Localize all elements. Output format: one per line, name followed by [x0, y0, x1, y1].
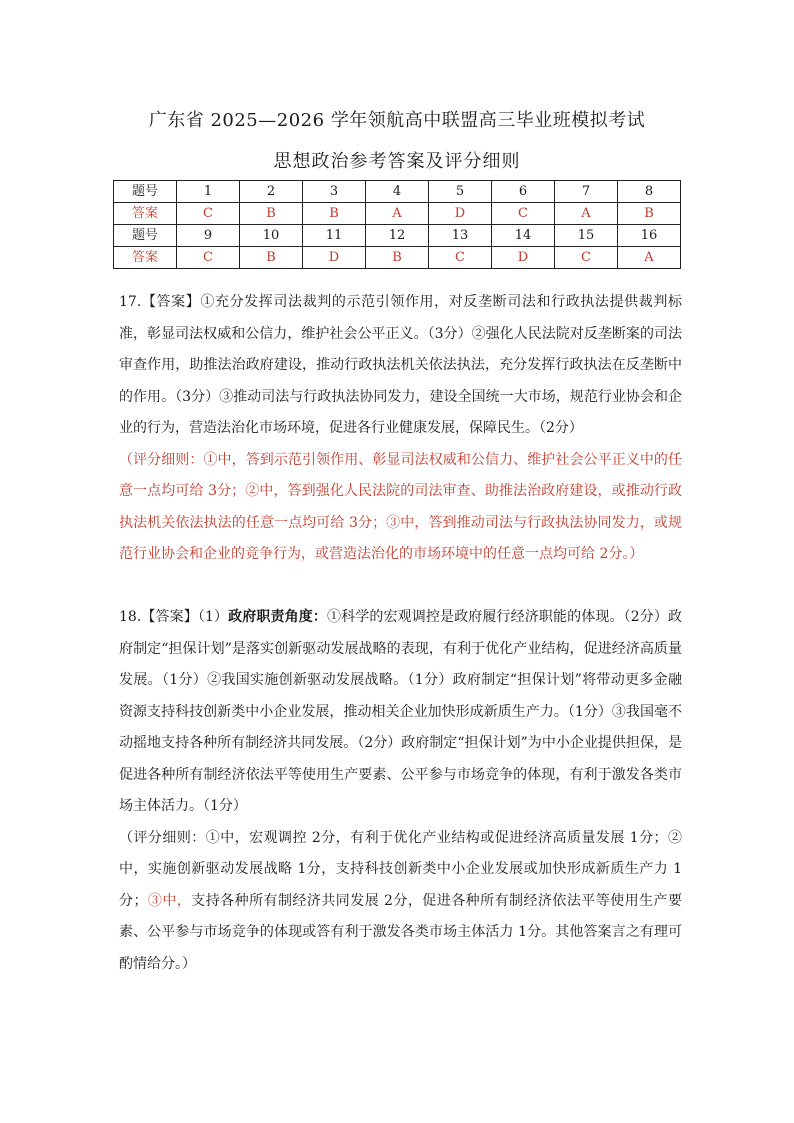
q17-answer: ①充分发挥司法裁判的示范引领作用，对反垄断司法和行政执法提供裁判标准，彰显司法权威和公信力，维护社会公平正义。（3分）②强化人民法院对反垄断案的司法审查作用，助推法治政府建设，推动行政执法机关依法执法，充分发挥行政执法在反垄断中的作用。（3分）③推动司法与行政执法协同发力，建设全国统一大市场，规范行业协会和企业的行为，营造法治化市场环境，促进各行业健康发展，保障民生。（2分）: [119, 294, 683, 436]
answer-cell: D: [303, 247, 366, 269]
q18-rubric-part3: 支持各种所有制经济共同发展 2分，促进各种所有制经济依法平等使用生产要素、公平参与市场竞争的体现或答有利于激发各类市场主体活力 1分。其他答案言之有理可酌情给分。）: [119, 892, 683, 972]
page-title: 广东省 2025—2026 学年领航高中联盟高三毕业班模拟考试: [148, 110, 646, 131]
question-number-cell: 11: [303, 225, 366, 247]
answer-cell: A: [618, 247, 681, 269]
q18-part: （1）: [197, 609, 229, 625]
question-number-cell: 14: [492, 225, 555, 247]
q18-prefix: 18.【答案】: [119, 609, 198, 625]
question-17: [119, 287, 682, 571]
q18-heading: 政府职责角度：: [228, 609, 328, 625]
answer-cell: A: [366, 203, 429, 225]
answer-cell: B: [240, 203, 303, 225]
answer-cell: B: [303, 203, 366, 225]
page-subtitle: 思想政治参考答案及评分细则: [273, 151, 521, 172]
row-label: 题号: [114, 225, 177, 247]
question-18: [119, 602, 682, 980]
q17-prefix: 17.【答案】: [119, 294, 201, 310]
answer-cell: D: [429, 203, 492, 225]
row-label: 答案: [114, 247, 177, 269]
question-number-cell: 15: [555, 225, 618, 247]
answer-cell: B: [618, 203, 681, 225]
question-number-cell: 16: [618, 225, 681, 247]
question-number-cell: 3: [303, 181, 366, 203]
question-number-cell: 2: [240, 181, 303, 203]
question-number-cell: 7: [555, 181, 618, 203]
answer-cell: B: [240, 247, 303, 269]
answer-cell: A: [555, 203, 618, 225]
q18-rubric-part2: ③中，: [147, 892, 192, 909]
answer-cell: C: [177, 203, 240, 225]
question-number-cell: 5: [429, 181, 492, 203]
question-number-cell: 12: [366, 225, 429, 247]
answer-cell: C: [555, 247, 618, 269]
table-row: [114, 203, 681, 225]
question-number-cell: 10: [240, 225, 303, 247]
answer-cell: C: [177, 247, 240, 269]
row-label: 题号: [114, 181, 177, 203]
question-number-cell: 4: [366, 181, 429, 203]
q17-rubric: （评分细则：①中，答到示范引领作用、彰显司法权威和公信力、维护社会公平正义中的任意一点均可给 3分；②中，答到强化人民法院的司法审查、助推法治政府建设，或推动行政执法机关依法执法的任意一点均可给 3分；③中，答到推动司法与行政执法协同发力，或规范行业协会和企业的竞争行为，或营造法治化的市场环境中的任意一点均可给 2分。）: [119, 451, 682, 562]
row-label: 答案: [114, 203, 177, 225]
question-number-cell: 1: [177, 181, 240, 203]
answer-cell: B: [366, 247, 429, 269]
table-row: [114, 181, 681, 203]
table-row: [114, 225, 681, 247]
answer-cell: D: [492, 247, 555, 269]
table-row: [114, 247, 681, 269]
question-number-cell: 9: [177, 225, 240, 247]
q18-answer: ①科学的宏观调控是政府履行经济职能的体现。（2分）政府制定“担保计划”是落实创新驱动发展战略的表现，有利于优化产业结构，促进经济高质量发展。（1分）②我国实施创新驱动发展战略。（1分）政府制定“担保计划”将带动更多金融资源支持科技创新类中小企业发展，推动相关企业加快形成新质生产力。（1分）③我国毫不动摇地支持各种所有制经济共同发展。（2分）政府制定“担保计划”为中小企业提供担保，是促进各种所有制经济依法平等使用生产要素、公平参与市场竞争的体现，有利于激发各类市场主体活力。（1分）: [119, 609, 683, 814]
question-number-cell: 6: [492, 181, 555, 203]
answer-cell: C: [429, 247, 492, 269]
q18-rubric-part1: （评分细则：①中，宏观调控 2分，有利于优化产业结构或促进经济高质量发展 1分；②中，实施创新驱动发展战略 1分，支持科技创新类中小企业发展或加快形成新质生产力 1分；: [119, 829, 682, 909]
answer-cell: C: [492, 203, 555, 225]
answer-table: [113, 180, 681, 269]
question-number-cell: 13: [429, 225, 492, 247]
question-number-cell: 8: [618, 181, 681, 203]
